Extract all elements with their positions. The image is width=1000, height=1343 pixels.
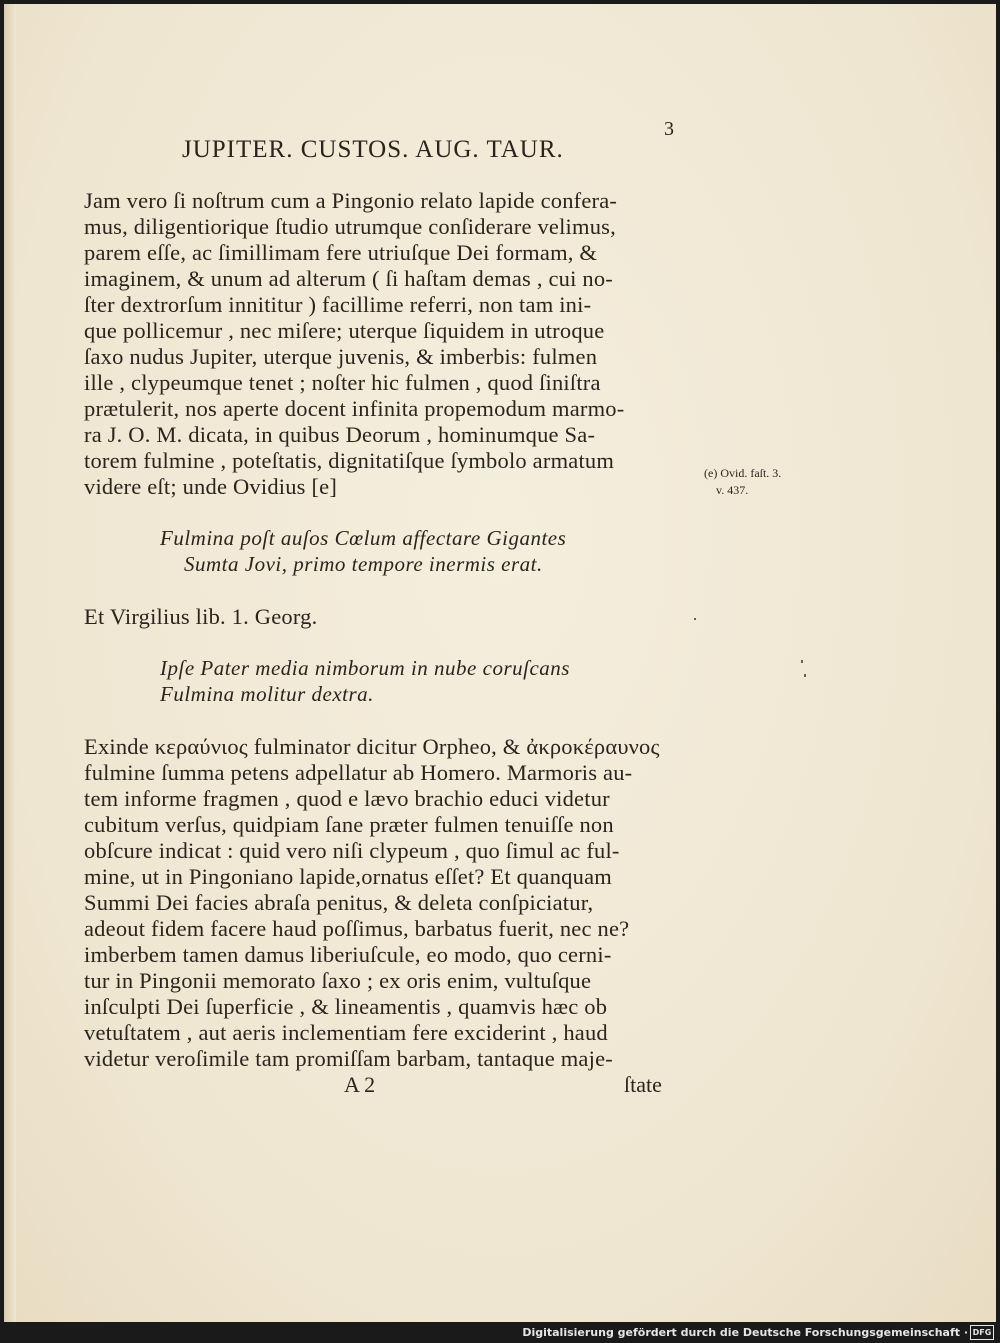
text-line: Summi Dei facies abraſa penitus, & deleta conſpiciatur, [84, 890, 594, 915]
paper-speck [801, 660, 803, 663]
text-line: videtur veroſimile tam promiſſam barbam, tantaque maje- [84, 1046, 613, 1071]
running-header: JUPITER. CUSTOS. AUG. TAUR. [182, 136, 564, 163]
verse-line: Sumta Jovi, primo tempore inermis erat. [184, 552, 543, 576]
text-line: Et Virgilius lib. 1. Georg. [84, 604, 318, 629]
text-line: imberbem tamen damus liberiuſcule, eo modo, quo cerni- [84, 942, 612, 967]
funding-credit: Digitalisierung gefördert durch die Deutsche Forschungsgemeinschaft · [522, 1326, 968, 1339]
verse-line: Fulmina molitur dextra. [160, 682, 374, 706]
text-line: cubitum verſus, quidpiam ſane præter fulmen tenuiſſe non [84, 812, 614, 837]
text-line: que pollicemur , nec miſere; uterque ſiquidem in utroque [84, 318, 605, 343]
text-line: prætulerit, nos aperte docent infinita propemodum marmo- [84, 396, 625, 421]
text-line: parem eſſe, ac ſimillimam fere utriuſque Dei formam, & [84, 240, 598, 265]
catchword: ſtate [624, 1072, 662, 1097]
book-page [4, 4, 996, 1322]
text-line: fulmine ſumma petens adpellatur ab Homero. Marmoris au- [84, 760, 633, 785]
text-line: tem informe fragmen , quod e lævo brachio educi videtur [84, 786, 610, 811]
paper-speck [694, 618, 696, 620]
dfg-logo: DFG [970, 1325, 994, 1340]
text-line: Jam vero ſi noſtrum cum a Pingonio relato lapide confera- [84, 188, 618, 213]
verse-line: Fulmina poſt auſos Cœlum affectare Gigantes [160, 526, 567, 550]
text-line: mine, ut in Pingoniano lapide,ornatus eſſet? Et quanquam [84, 864, 612, 889]
verse-line: Ipſe Pater media nimborum in nube coruſcans [160, 656, 570, 680]
text-line: tur in Pingonii memorato ſaxo ; ex oris enim, vultuſque [84, 968, 592, 993]
text-line: videre eſt; unde Ovidius [e] [84, 474, 338, 499]
footer-bar [0, 1322, 1000, 1343]
page-number: 3 [664, 118, 674, 140]
text-line: ſaxo nudus Jupiter, uterque juvenis, & imberbis: fulmen [84, 344, 598, 369]
text-line: adeout fidem facere haud poſſimus, barbatus fuerit, nec ne? [84, 916, 630, 941]
text-line: Exinde κεραύνιος fulminator dicitur Orpheo, & ἀκροκέραυνος [84, 734, 660, 759]
text-line: ille , clypeumque tenet ; noſter hic fulmen , quod ſiniſtra [84, 370, 601, 395]
text-line: ra J. O. M. dicata, in quibus Deorum , hominumque Sa- [84, 422, 596, 447]
text-line: vetuſtatem , aut aeris inclementiam fere exciderint , haud [84, 1020, 608, 1045]
margin-note: (e) Ovid. faſt. 3. [704, 466, 782, 480]
text-line: mus, diligentiorique ſtudio utrumque conſiderare velimus, [84, 214, 616, 239]
text-line: obſcure indicat : quid vero niſi clypeum , quo ſimul ac ful- [84, 838, 620, 863]
text-line: ſter dextrorſum innititur ) facillime referri, non tam ini- [84, 292, 592, 317]
text-line: imaginem, & unum ad alterum ( ſi haſtam demas , cui no- [84, 266, 613, 291]
page-edge [4, 4, 16, 1322]
paper-speck [804, 674, 806, 677]
text-line: torem fulmine , poteſtatis, dignitatiſque ſymbolo armatum [84, 448, 615, 473]
margin-note: v. 437. [716, 483, 749, 497]
signature-mark: A 2 [344, 1072, 376, 1097]
text-line: inſculpti Dei ſuperficie , & lineamentis , quamvis hæc ob [84, 994, 608, 1019]
